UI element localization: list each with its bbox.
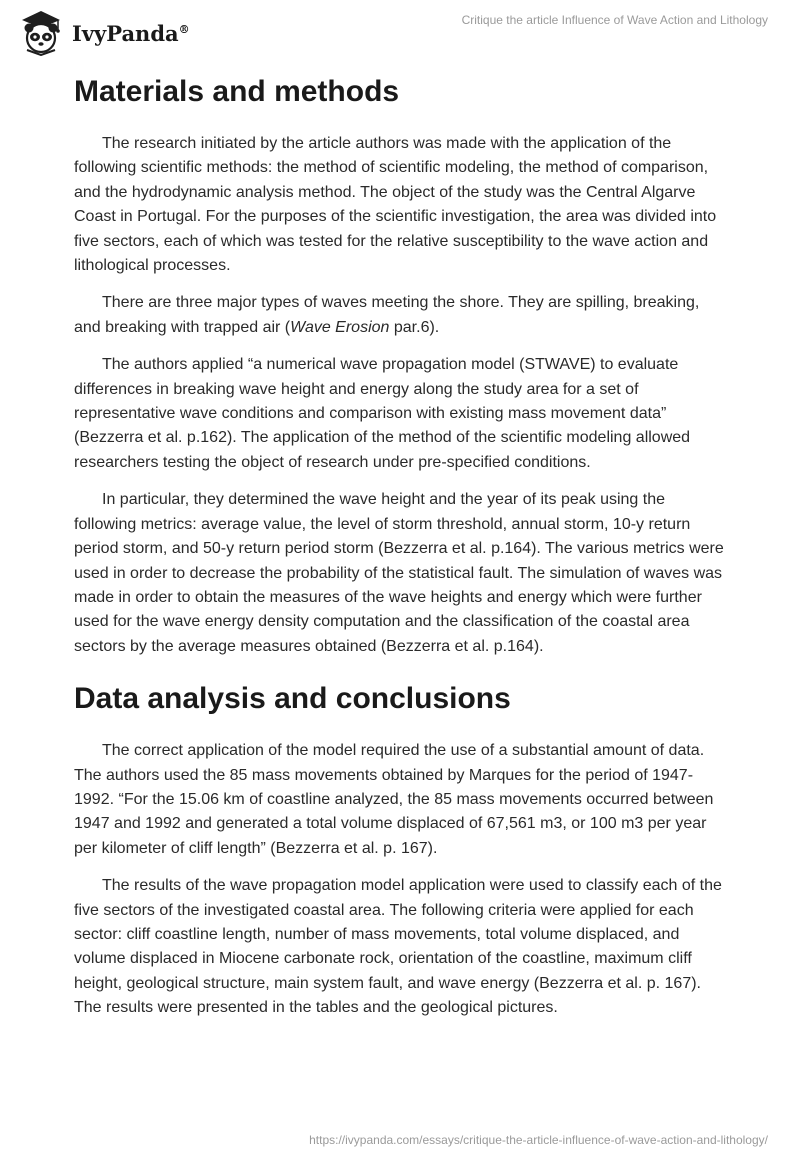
- paragraph: The authors applied “a numerical wave propagation model (STWAVE) to evaluate differences in breaking wave height and energy along the study area for a set of representative wave conditions and comparison with existing mass movement data” (Bezzerra et al. p.162). The application of the method of the scientific modeling allowed researchers testing the object of research under pre-specified conditions.: [74, 356, 691, 471]
- section-heading-materials: Materials and methods: [74, 75, 400, 108]
- source-url-link[interactable]: https://ivypanda.com/essays/critique-the-article-influence-of-wave-action-and-lithology/: [309, 1133, 768, 1147]
- paragraph: The results of the wave propagation model application were used to classify each of the five sectors of the investigated coastal area. The following criteria were applied for each sector: cliff coastline length, number of mass movements, total volume displaced, and volume displaced in Miocene carbonate rock, orientation of the coastline, maximum cliff height, geological structure, main system fault, and wave energy (Bezzerra et al. p. 167). The results were presented in the tables and the geological pictures.: [74, 877, 722, 1017]
- logo-text: IvyPanda®: [72, 20, 190, 46]
- panda-logo-icon: [14, 8, 68, 56]
- paragraph: The correct application of the model required the use of a substantial amount of data. The authors used the 85 mass movements obtained by Marques for the period of 1947-1992. “For the 15.06 km of coastline analyzed, the 85 mass movements occurred between 1947 and 1992 and generated a total volume displaced of 67,561 m3, or 100 m3 per year per kilometer of cliff length” (Bezzerra et al. p. 167).: [74, 742, 714, 857]
- paragraph: There are three major types of waves meeting the shore. They are spilling, breaking, and breaking with trapped air (Wave Erosion par.6).: [74, 294, 700, 336]
- document-title: Critique the article Influence of Wave Action and Lithology: [461, 13, 768, 27]
- page-header: [0, 0, 800, 64]
- article-body: [74, 72, 726, 1021]
- paragraph: In particular, they determined the wave height and the year of its peak using the following metrics: average value, the level of storm threshold, annual storm, 10-y return period storm, and 50-y return period storm (Bezzerra et al. p.164). The various metrics were used in order to decrease the probability of the statistical fault. The simulation of waves was made in order to obtain the measures of the wave heights and energy which were further used for the wave energy density computation and the classification of the coastal area sectors by the average measures obtained (Bezzerra et al. p.164).: [74, 491, 724, 655]
- italic-citation: Wave Erosion: [290, 318, 390, 336]
- logo[interactable]: [14, 8, 190, 56]
- paragraph: The research initiated by the article authors was made with the application of the following scientific methods: the method of scientific modeling, the method of comparison, and the hydrodynamic analysis method. The object of the study was the Central Algarve Coast in Portugal. For the purposes of the scientific investigation, the area was divided into five sectors, each of which was tested for the relative susceptibility to the wave action and lithological processes.: [74, 135, 717, 275]
- section-heading-data-analysis: Data analysis and conclusions: [74, 682, 511, 716]
